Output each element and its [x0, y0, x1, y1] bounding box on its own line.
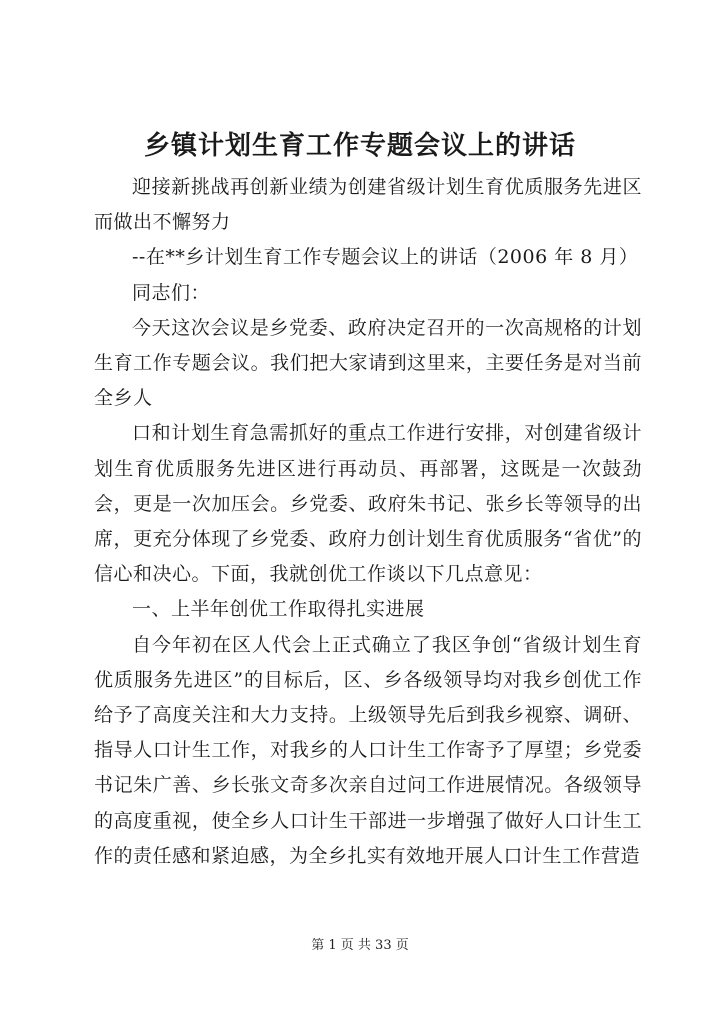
salutation: 同志们： [132, 281, 211, 304]
document-title: 乡镇计划生育工作专题会议上的讲话 [143, 131, 576, 161]
body-paragraph: 口和计划生育急需抓好的重点工作进行安排，对创建省级计划生育优质服务先进区进行再动员、再部署，这既是一次鼓劲会，更是一次加压会。乡党委、政府朱书记、张乡长等领导的出席，更充分体现了乡党委、政府力创计划生育优质服务“省优”的信心和决心。下面，我就创优工作谈以下几点意见： [94, 422, 642, 586]
document-body [94, 170, 642, 874]
page-number-footer: 第 1 页 共 33 页 [311, 938, 409, 953]
body-paragraph: 自今年初在区人代会上正式确立了我区争创“省级计划生育优质服务先进区”的目标后，区、乡各级领导均对我乡创优工作给予了高度关注和大力支持。上级领导先后到我乡视察、调研、指导人口计生工作，对我乡的人口计生工作寄予了厚望；乡党委书记朱广善、乡长张文奇多次亲自过问工作进展情况。各级领导的高度重视，使全乡人口计生干部进一步增强了做好人口计生工作的责任感和紧迫感，为全乡扎实有效地开展人口计生工作营造 [94, 633, 642, 867]
section-heading: 一、上半年创优工作取得扎实进展 [132, 598, 425, 621]
subtitle-paragraph: 迎接新挑战再创新业绩为创建省级计划生育优质服务先进区而做出不懈努力 [94, 176, 642, 234]
body-paragraph: 今天这次会议是乡党委、政府决定召开的一次高规格的计划生育工作专题会议。我们把大家请到这里来，主要任务是对当前全乡人 [94, 316, 642, 410]
speech-occasion-line: --在**乡计划生育工作专题会议上的讲话（2006 年 8 月） [132, 246, 639, 269]
